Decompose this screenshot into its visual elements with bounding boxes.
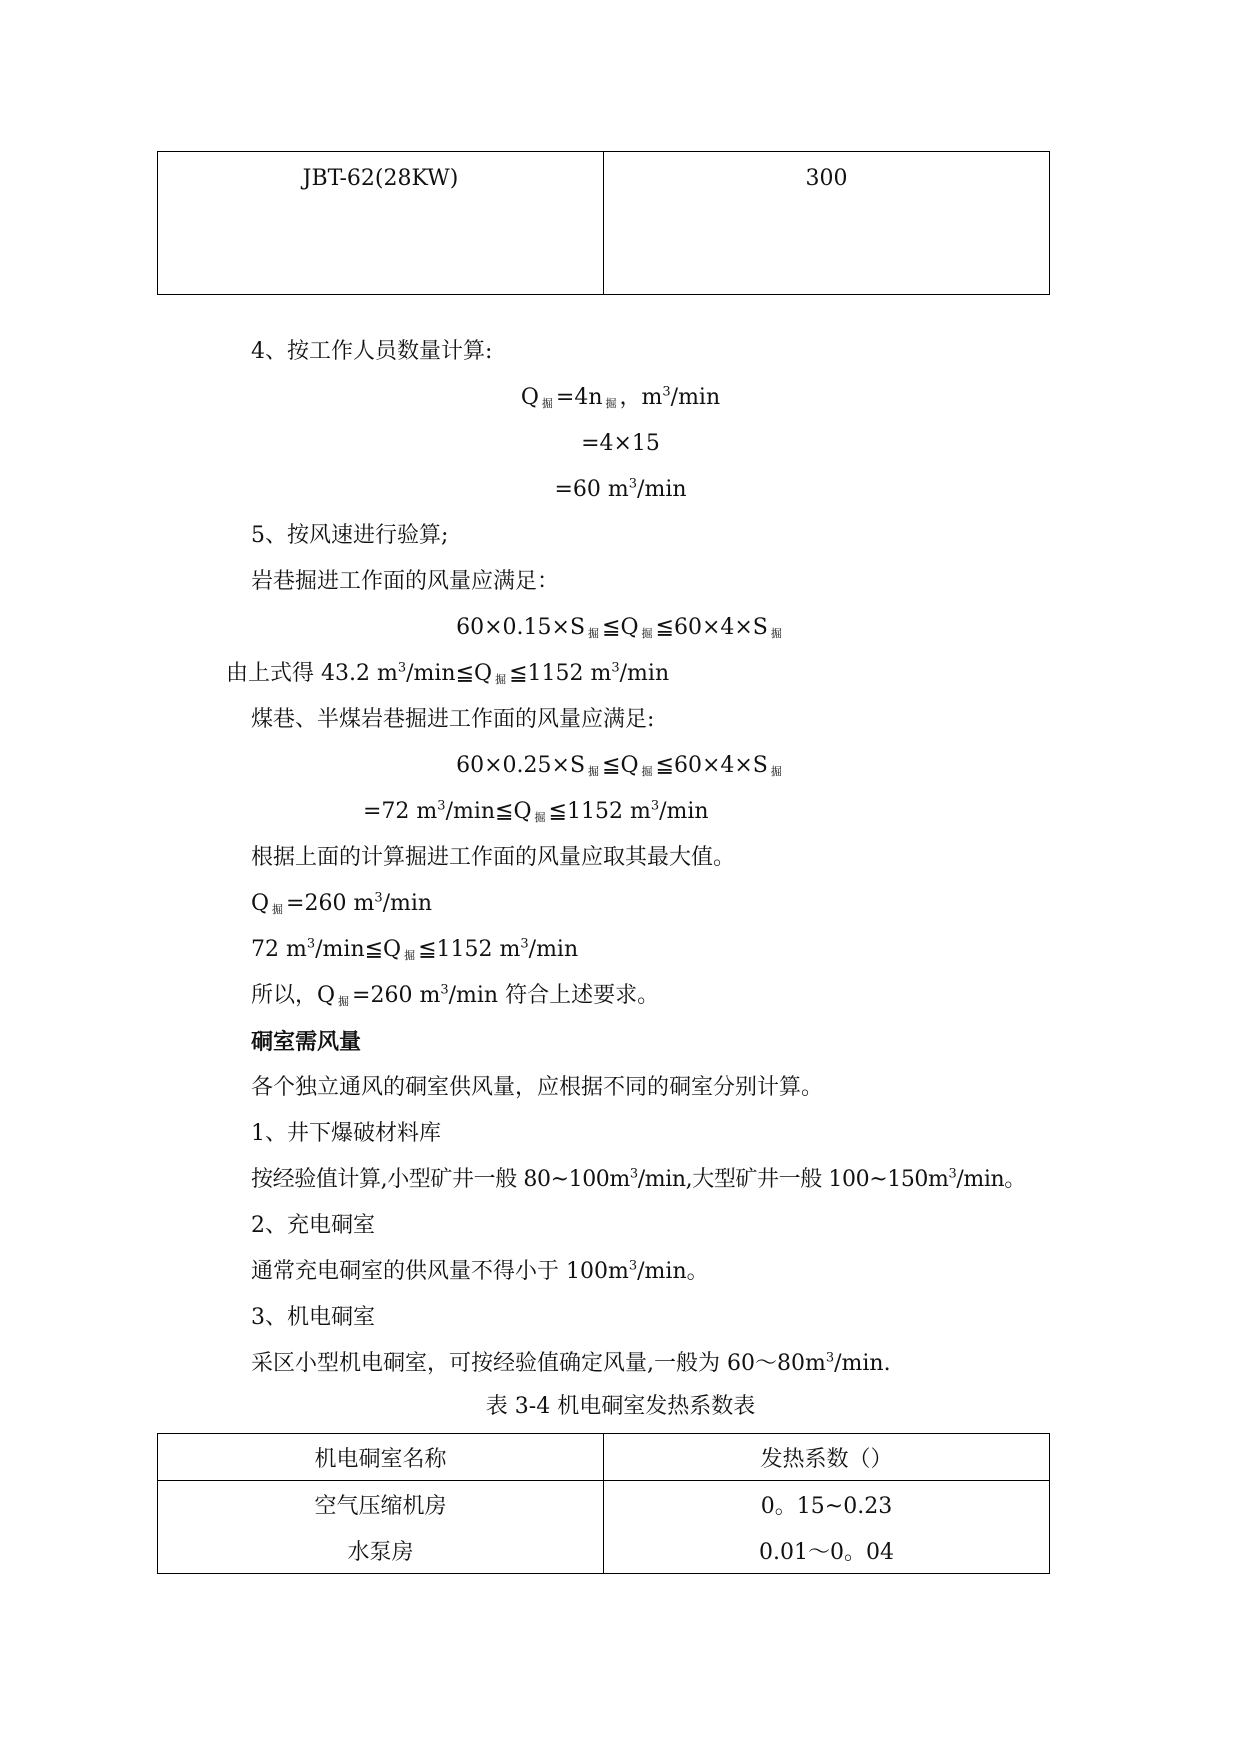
- formula-line: =4×15: [581, 431, 660, 456]
- heat-coefficient-table: [157, 1433, 1050, 1574]
- section-title: 硐室需风量: [251, 1029, 362, 1055]
- table-row: [158, 1527, 1050, 1574]
- table-cell: 水泵房: [158, 1527, 604, 1574]
- paragraph: 采区小型机电硐室，可按经验值确定风量,一般为 $60\sim 80m^3/\min$.: [251, 1350, 891, 1376]
- formula-line: Q $_掘$ =260 $m^3/\min$: [251, 890, 433, 916]
- formula-line: =60 $m^3/\min$: [554, 476, 687, 502]
- paragraph: 各个独立通风的硐室供风量，应根据不同的硐室分别计算。: [251, 1075, 824, 1100]
- paragraph: 岩巷掘进工作面的风量应满足：: [251, 569, 560, 594]
- list-item: 3、机电硐室: [251, 1305, 375, 1330]
- formula-line: Q $_掘$ =4n $_掘$ ，$m^3/\min$: [520, 384, 721, 410]
- table-header-cell: 发热系数（）: [604, 1434, 1050, 1481]
- table-row: [158, 152, 1050, 295]
- paragraph: 根据上面的计算掘进工作面的风量应取其最大值。: [251, 845, 736, 870]
- table-cell: JBT-62(28KW): [158, 152, 604, 295]
- table-cell: 0.01～0。04: [604, 1527, 1050, 1574]
- table-header-cell: 机电硐室名称: [158, 1434, 604, 1481]
- table-cell: 空气压缩机房: [158, 1481, 604, 1528]
- paragraph: 煤巷、半煤岩巷掘进工作面的风量应满足:: [251, 707, 655, 732]
- paragraph: 通常充电硐室的供风量不得小于 $100m^3/\min$。: [251, 1258, 709, 1284]
- formula-line: =72 $m^3/\min≦Q$ $_掘$ ≦1152 $m^3/\min$: [363, 798, 709, 824]
- table-cell: 0。15~0.23: [604, 1481, 1050, 1528]
- formula-line: 由上式得 43.2 $m^3/\min≦Q$ $_掘$ ≦1152 $m^3/\min$: [226, 660, 670, 686]
- formula-line: 60×0.25×S $_掘$ ≦Q $_掘$ ≦60×4×S $_掘$: [456, 753, 782, 778]
- section-4-heading: 4、按工作人员数量计算:: [251, 339, 493, 364]
- equipment-table: [157, 151, 1050, 295]
- paragraph: 所以，Q $_掘$ =260 $m^3/\min$ 符合上述要求。: [251, 982, 660, 1008]
- table-header-row: [158, 1434, 1050, 1481]
- list-item: 1、井下爆破材料库: [251, 1121, 441, 1146]
- list-item: 2、充电硐室: [251, 1213, 375, 1238]
- section-5-heading: 5、按风速进行验算;: [251, 523, 449, 548]
- table-caption: 表 3-4 机电硐室发热系数表: [485, 1394, 756, 1419]
- formula-line: 60×0.15×S $_掘$ ≦Q $_掘$ ≦60×4×S $_掘$: [456, 615, 782, 640]
- table-row: [158, 1481, 1050, 1528]
- table-cell: 300: [604, 152, 1050, 295]
- formula-line: 72 $m^3/\min≦Q$ $_掘$ ≦1152 $m^3/\min$: [251, 936, 579, 962]
- paragraph: 按经验值计算,小型矿井一般 $80\sim 100m^3/\min$,大型矿井一般 $100\sim 150m^3/\min$。: [251, 1166, 1026, 1192]
